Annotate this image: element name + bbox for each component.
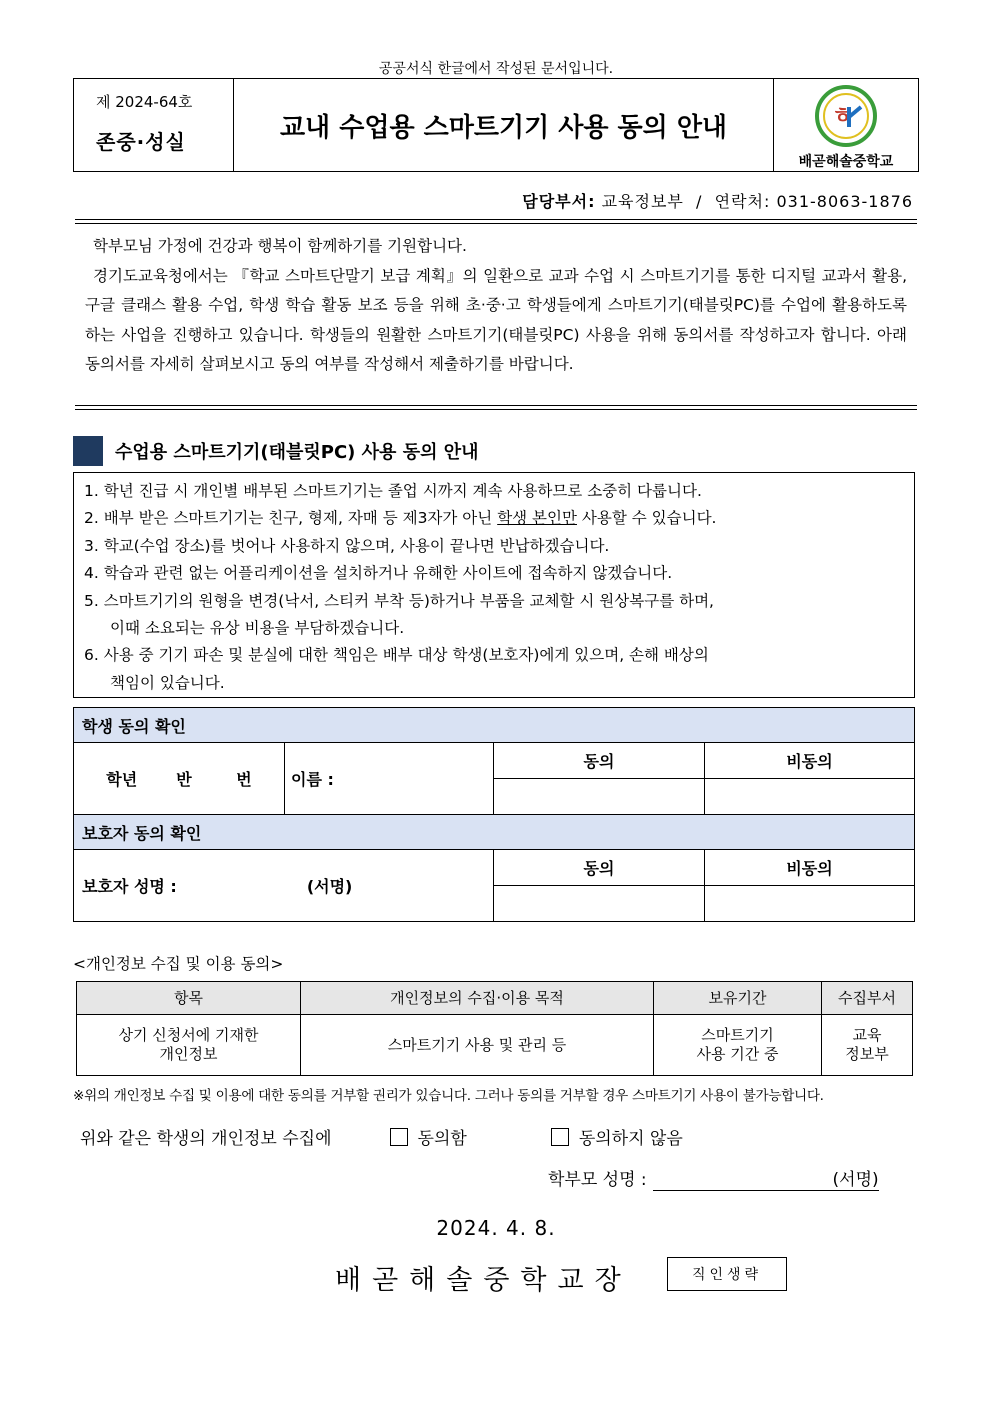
parent-signature-row — [548, 1165, 879, 1191]
document-header — [73, 78, 919, 172]
dept-label: 담당부서 — [522, 192, 589, 211]
rule-3: 3. 학교(수업 장소)를 벗어나 사용하지 않으며, 사용이 끝나면 반납하겠습니다. — [84, 536, 610, 555]
student-disagree-cell[interactable] — [705, 779, 915, 815]
dept-value: 교육정보부 — [601, 192, 684, 211]
student-name-field[interactable]: 이름 : — [285, 743, 494, 815]
guardian-consent-heading: 보호자 동의 확인 — [74, 815, 915, 850]
school-emblem-icon — [813, 83, 879, 149]
student-class-cell: 학년 반 번 — [74, 743, 285, 815]
divider-top — [75, 219, 917, 224]
privacy-header-period: 보유기간 — [654, 982, 822, 1015]
disagree-label: 동의하지 않음 — [578, 1129, 683, 1149]
document-number: 제 2024-64호 — [96, 93, 193, 111]
student-consent-heading: 학생 동의 확인 — [74, 708, 915, 743]
consent-table — [73, 707, 915, 922]
privacy-header-item: 항목 — [77, 982, 301, 1015]
intro-greeting: 학부모님 가정에 건강과 행복이 함께하기를 기원합니다. — [93, 237, 467, 255]
intro-body: 경기도교육청에서는 『학교 스마트단말기 보급 계획』의 일환으로 교과 수업 시 스마트기기를 통한 디지털 교과서 활용, 구글 클래스 활용 수업, 학생 학습 활동 보조 등을 위해 초·중·고 학생들에게 스마트기기(태블릿PC)를 수업에 활용하도록 하는 사업을 진행하고 있습니다. 학생들의 원활한 스마트기기(태블릿PC) 사용을 위해 동의서를 작성하고자 합니다. 아래 동의서를 자세히 살펴보시고 동의 여부를 작성해서 제출하기를 바랍니다. — [85, 266, 907, 373]
guardian-disagree-header: 비동의 — [705, 850, 915, 886]
student-agree-cell[interactable] — [494, 779, 705, 815]
privacy-period: 스마트기기 사용 기간 중 — [654, 1015, 822, 1076]
privacy-purpose: 스마트기기 사용 및 관리 등 — [301, 1015, 654, 1076]
agree-label: 동의함 — [417, 1129, 467, 1149]
svg-text:ㅎ: ㅎ — [832, 104, 854, 129]
school-motto: 존중·성실 — [96, 130, 186, 154]
rules-box — [73, 472, 915, 698]
privacy-consent-row — [80, 1124, 683, 1149]
rule-2-underline: 학생 본인만 — [497, 509, 577, 528]
rule-2: 2. 배부 받은 스마트기기는 친구, 형제, 자매 등 제3자가 아닌 학생 본인만 사용할 수 있습니다. — [84, 509, 717, 528]
parent-signature-field[interactable]: (서명) — [653, 1165, 879, 1191]
privacy-header-purpose: 개인정보의 수집·이용 목적 — [301, 982, 654, 1015]
top-note: 공공서식 한글에서 작성된 문서입니다. — [378, 61, 614, 77]
disagree-checkbox[interactable] — [551, 1128, 569, 1146]
section-heading — [73, 436, 479, 466]
parent-name-label: 학부모 성명 : — [548, 1170, 647, 1190]
header-left-cell — [74, 79, 234, 171]
contact-line: 담당부서: 교육정보부 / 연락처: 031-8063-1876 — [522, 192, 913, 211]
privacy-dept: 교육 정보부 — [822, 1015, 913, 1076]
privacy-table — [76, 981, 913, 1076]
phone-value: 031-8063-1876 — [776, 192, 913, 211]
guardian-name-field[interactable]: 보호자 성명 : (서명) — [74, 850, 494, 922]
student-agree-header: 동의 — [494, 743, 705, 779]
privacy-warning: ※위의 개인정보 수집 및 이용에 대한 동의를 거부할 권리가 있습니다. 그러나 동의를 거부할 경우 스마트기기 사용이 불가능합니다. — [73, 1088, 824, 1104]
school-name-logo: 배곧해솔중학교 — [798, 154, 894, 170]
privacy-header-dept: 수집부서 — [822, 982, 913, 1015]
section-title: 수업용 스마트기기(태블릿PC) 사용 동의 안내 — [115, 442, 479, 463]
rule-5-cont: 이때 소요되는 유상 비용을 부담하겠습니다. — [110, 619, 405, 638]
agree-checkbox[interactable] — [390, 1128, 408, 1146]
student-disagree-header: 비동의 — [705, 743, 915, 779]
rule-6: 6. 사용 중 기기 파손 및 분실에 대한 책임은 배부 대상 학생(보호자)에게 있으며, 손해 배상의 — [84, 646, 709, 665]
rule-1: 1. 학년 진급 시 개인별 배부된 스마트기기는 졸업 시까지 계속 사용하므로 소중히 다룹니다. — [84, 482, 702, 500]
rule-5: 5. 스마트기기의 원형을 변경(낙서, 스티커 부착 등)하거나 부품을 교체할 시 원상복구를 하며, — [84, 591, 714, 610]
phone-label: 연락처 — [714, 192, 764, 211]
rule-4: 4. 학습과 관련 없는 어플리케이션을 설치하거나 유해한 사이트에 접속하지 않겠습니다. — [84, 564, 673, 583]
school-logo — [774, 79, 918, 171]
document-title: 교내 수업용 스마트기기 사용 동의 안내 — [234, 79, 774, 171]
intro-text — [85, 232, 907, 380]
guardian-agree-cell[interactable] — [494, 886, 705, 922]
guardian-disagree-cell[interactable] — [705, 886, 915, 922]
seal-omitted-box: 직인생략 — [667, 1257, 787, 1291]
guardian-agree-header: 동의 — [494, 850, 705, 886]
document-date: 2024. 4. 8. — [436, 1216, 556, 1240]
privacy-title: <개인정보 수집 및 이용 동의> — [73, 955, 284, 973]
divider-bottom — [75, 405, 917, 410]
privacy-item: 상기 신청서에 기재한 개인정보 — [77, 1015, 301, 1076]
privacy-consent-text: 위와 같은 학생의 개인정보 수집에 — [80, 1129, 332, 1149]
section-marker-icon — [73, 436, 103, 466]
rule-6-cont: 책임이 있습니다. — [110, 673, 225, 692]
principal-name: 배곧해솔중학교장 — [335, 1265, 632, 1296]
